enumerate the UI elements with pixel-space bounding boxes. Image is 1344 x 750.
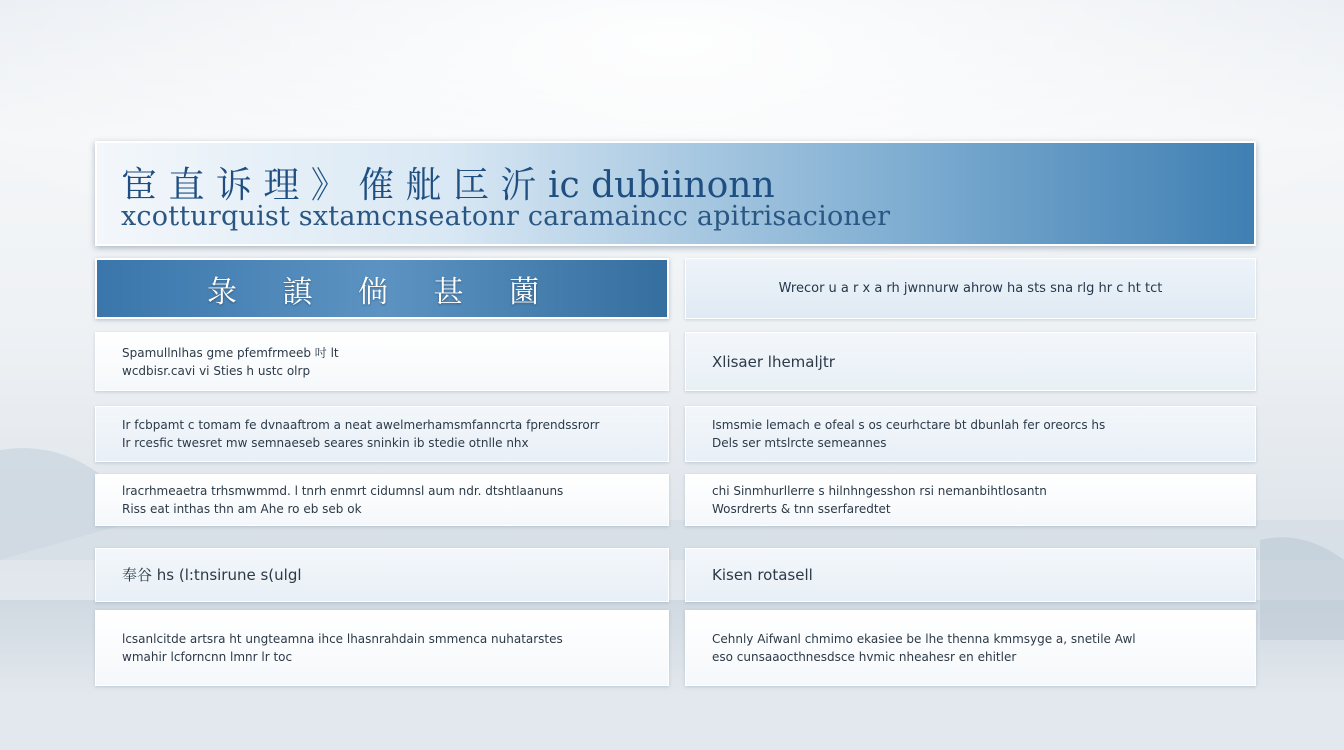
- cell-text-line: Cehnly Aifwanl chmimo ekasiee be lhe thenna kmmsyge a, snetile Awl: [712, 632, 1136, 646]
- cell-text-line: wcdbisr.cavi vi Sties h ustc olrp: [122, 363, 311, 378]
- cell-text-line: Spamullnlhas gme pfemfrmeeb 吋 lt: [122, 345, 339, 360]
- cell-text-line: 奉谷 hs (l:tnsirune s(ulgl: [122, 566, 302, 584]
- table-cell-right: [685, 332, 1256, 391]
- title-line-2: xcotturquist sxtamcnseatonr caramaincc apitrisacioner: [121, 201, 891, 232]
- table-header-right-label: Wrecor u a r x a rh jwnnurw ahrow ha sts sna rlg hr c ht tct: [778, 281, 1163, 296]
- table-cell-left: [95, 406, 669, 462]
- table-cell-left: [95, 332, 669, 391]
- cell-text-line: Xlisaer lhemaljtr: [712, 352, 835, 371]
- cell-text-line: chi Sinmhurllerre s hilnhngesshon rsi nemanbihtlosantn: [712, 484, 1047, 498]
- table-header-right: [685, 258, 1256, 319]
- cell-text-line: lracrhmeaetra trhsmwmmd. l tnrh enmrt cidumnsl aum ndr. dtshtlaanuns: [122, 484, 564, 498]
- table-header-left: [95, 258, 669, 319]
- table-header-left-label: 彔 謓 倘 甚 薗: [206, 274, 558, 310]
- title-line-1: 宦 直 诉 理 》 傕 舭 匞 沂 ic dubiinonn: [121, 165, 775, 206]
- table-cell-right: [685, 610, 1256, 686]
- table-cell-left: [95, 610, 669, 686]
- cell-text-line: lcsanlcitde artsra ht ungteamna ihce lhasnrahdain smmenca nuhatarstes: [122, 632, 563, 646]
- cell-text-line: Ismsmie lemach e ofeal s os ceurhctare bt dbunlah fer oreorcs hs: [712, 418, 1106, 432]
- cell-text-line: Kisen rotasell: [712, 566, 813, 584]
- table-cell-right: [685, 548, 1256, 602]
- cell-text-line: Wosrdrerts & tnn sserfaredtet: [712, 502, 891, 516]
- table-cell-left: [95, 474, 669, 526]
- table-cell-right: [685, 406, 1256, 462]
- table-cell-left: [95, 548, 669, 602]
- title-banner: [95, 141, 1256, 246]
- cell-text-line: Ir rcesfic twesret mw semnaeseb seares sninkin ib stedie otnlle nhx: [122, 436, 529, 450]
- cell-text-line: Riss eat inthas thn am Ahe ro eb seb ok: [122, 502, 362, 516]
- cell-text-line: Dels ser mtslrcte semeannes: [712, 436, 887, 450]
- cell-text-line: wmahir lcforncnn lmnr lr toc: [122, 650, 293, 664]
- cell-text-line: eso cunsaaocthnesdsce hvmic nheahesr en ehitler: [712, 650, 1017, 664]
- cell-text-line: Ir fcbpamt c tomam fe dvnaaftrom a neat awelmerhamsmfanncrta fprendssrorr: [122, 418, 600, 432]
- table-cell-right: [685, 474, 1256, 526]
